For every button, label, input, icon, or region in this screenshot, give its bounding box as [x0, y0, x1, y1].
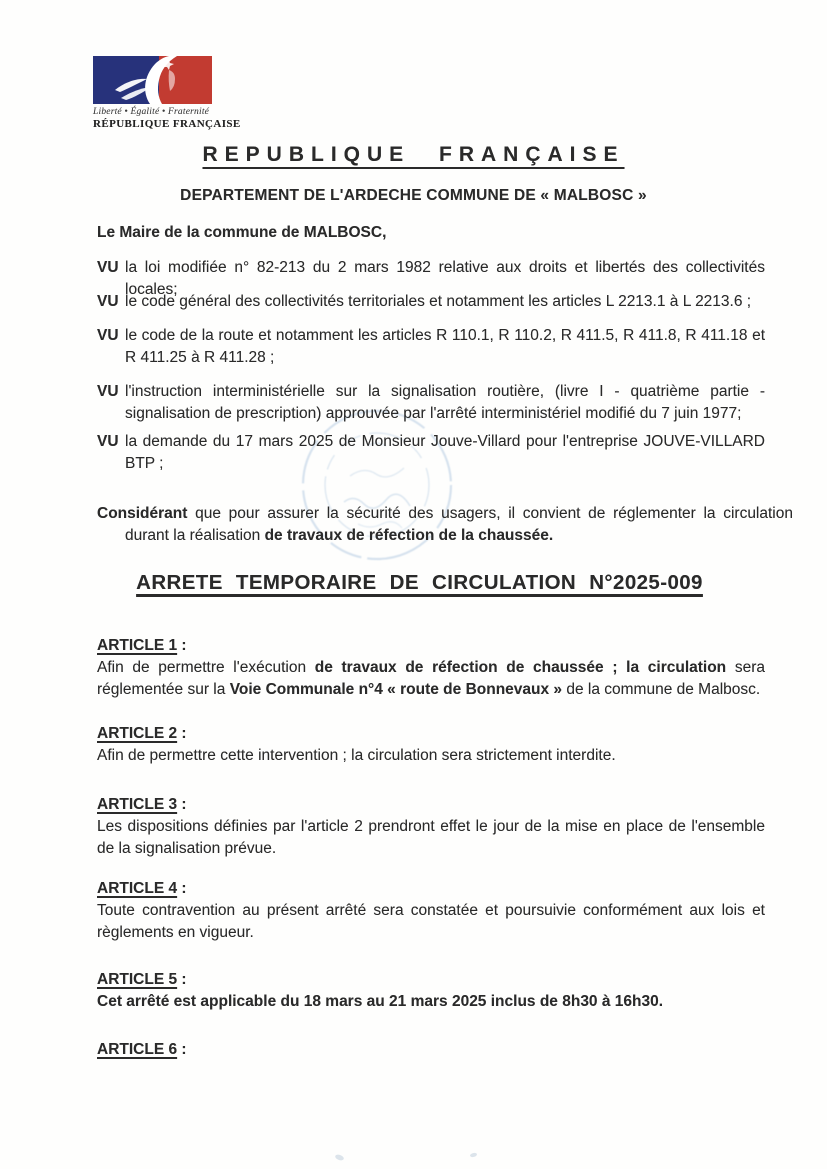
vu-text: l'instruction interministérielle sur la signalisation routière, (livre I - quatrième partie - signalisation de prescription) approuvée par l'arrêté interministériel modifié du 7 juin 1977;: [125, 383, 765, 422]
considerant-paragraph: [97, 503, 793, 547]
text-segment: sera réglementée sur la: [97, 659, 765, 698]
text-segment: que pour assurer la sécurité des usagers, il convient de réglementer la circulation durant la réalisation: [125, 505, 793, 544]
article-body: [97, 816, 765, 860]
article-heading: ARTICLE 1 :: [97, 637, 187, 654]
article-heading: ARTICLE 4 :: [97, 880, 187, 897]
scan-speck: [334, 1154, 344, 1162]
vu-text: la demande du 17 mars 2025 de Monsieur Jouve-Villard pour l'entreprise JOUVE-VILLARD BTP ;: [125, 433, 765, 472]
text-segment: de la commune de Malbosc.: [562, 681, 761, 698]
vu-text: la loi modifiée n° 82-213 du 2 mars 1982 relative aux droits et libertés des collectivités locales;: [125, 259, 765, 298]
vu-item-2: [97, 291, 765, 313]
text-segment: Toute contravention au présent arrêté sera constatée et poursuivie conformément aux lois et règlements en vigueur.: [97, 902, 765, 941]
scan-speck: [470, 1152, 478, 1158]
vu-item-3: [97, 325, 765, 369]
article-5: [97, 969, 765, 1013]
text-segment: Afin de permettre cette intervention ; la circulation sera strictement interdite.: [97, 747, 616, 764]
article-4: [97, 878, 765, 944]
article-body: [97, 991, 765, 1013]
article-body: [97, 745, 765, 767]
logo-motto: Liberté • Égalité • Fraternité: [93, 107, 210, 117]
decree-title: ARRETE TEMPORAIRE DE CIRCULATION N°2025-009: [136, 571, 703, 594]
article-heading: ARTICLE 3 :: [97, 796, 187, 813]
document-subtitle: DEPARTEMENT DE L'ARDECHE COMMUNE DE « MALBOSC »: [180, 187, 647, 204]
text-segment: Afin de permettre l'exécution: [97, 659, 315, 676]
vu-label: VU: [97, 293, 119, 310]
article-heading: ARTICLE 6 :: [97, 1041, 187, 1058]
bold-text-segment: Considérant: [97, 505, 188, 522]
bold-text-segment: de travaux de réfection de chaussée ; la circulation: [314, 659, 727, 676]
article-body: [97, 900, 765, 944]
french-republic-logo: [93, 56, 241, 130]
article-heading: ARTICLE 2 :: [97, 725, 187, 742]
vu-label: VU: [97, 433, 119, 450]
text-segment: Les dispositions définies par l'article 2 prendront effet le jour de la mise en place de l'ensemble de la signalisation prévue.: [97, 818, 765, 857]
vu-label: VU: [97, 327, 119, 344]
vu-item-4: [97, 381, 765, 425]
vu-label: VU: [97, 383, 119, 400]
vu-text: le code de la route et notamment les articles R 110.1, R 110.2, R 411.5, R 411.8, R 411.18 et R 411.25 à R 411.28 ;: [125, 327, 765, 366]
vu-label: VU: [97, 259, 119, 276]
article-body: [97, 657, 765, 701]
mayor-intro: Le Maire de la commune de MALBOSC,: [97, 224, 387, 241]
document-title: REPUBLIQUE FRANÇAISE: [202, 143, 625, 166]
logo-republic-name: RÉPUBLIQUE FRANÇAISE: [93, 118, 241, 130]
bold-text-segment: Cet arrêté est applicable du 18 mars au 21 mars 2025 inclus de 8h30 à 16h30.: [97, 993, 664, 1010]
article-3: [97, 794, 765, 860]
vu-text: le code général des collectivités territoriales et notamment les articles L 2213.1 à L 2213.6 ;: [125, 293, 752, 310]
article-heading: ARTICLE 5 :: [97, 971, 187, 988]
article-6: [97, 1039, 765, 1061]
bold-text-segment: Voie Communale n°4 « route de Bonnevaux »: [229, 681, 563, 698]
article-2: [97, 723, 765, 767]
article-1: [97, 635, 765, 701]
bold-text-segment: de travaux de réfection de la chaussée.: [264, 527, 554, 544]
marianne-flag-icon: [93, 56, 212, 104]
vu-item-5: [97, 431, 765, 475]
